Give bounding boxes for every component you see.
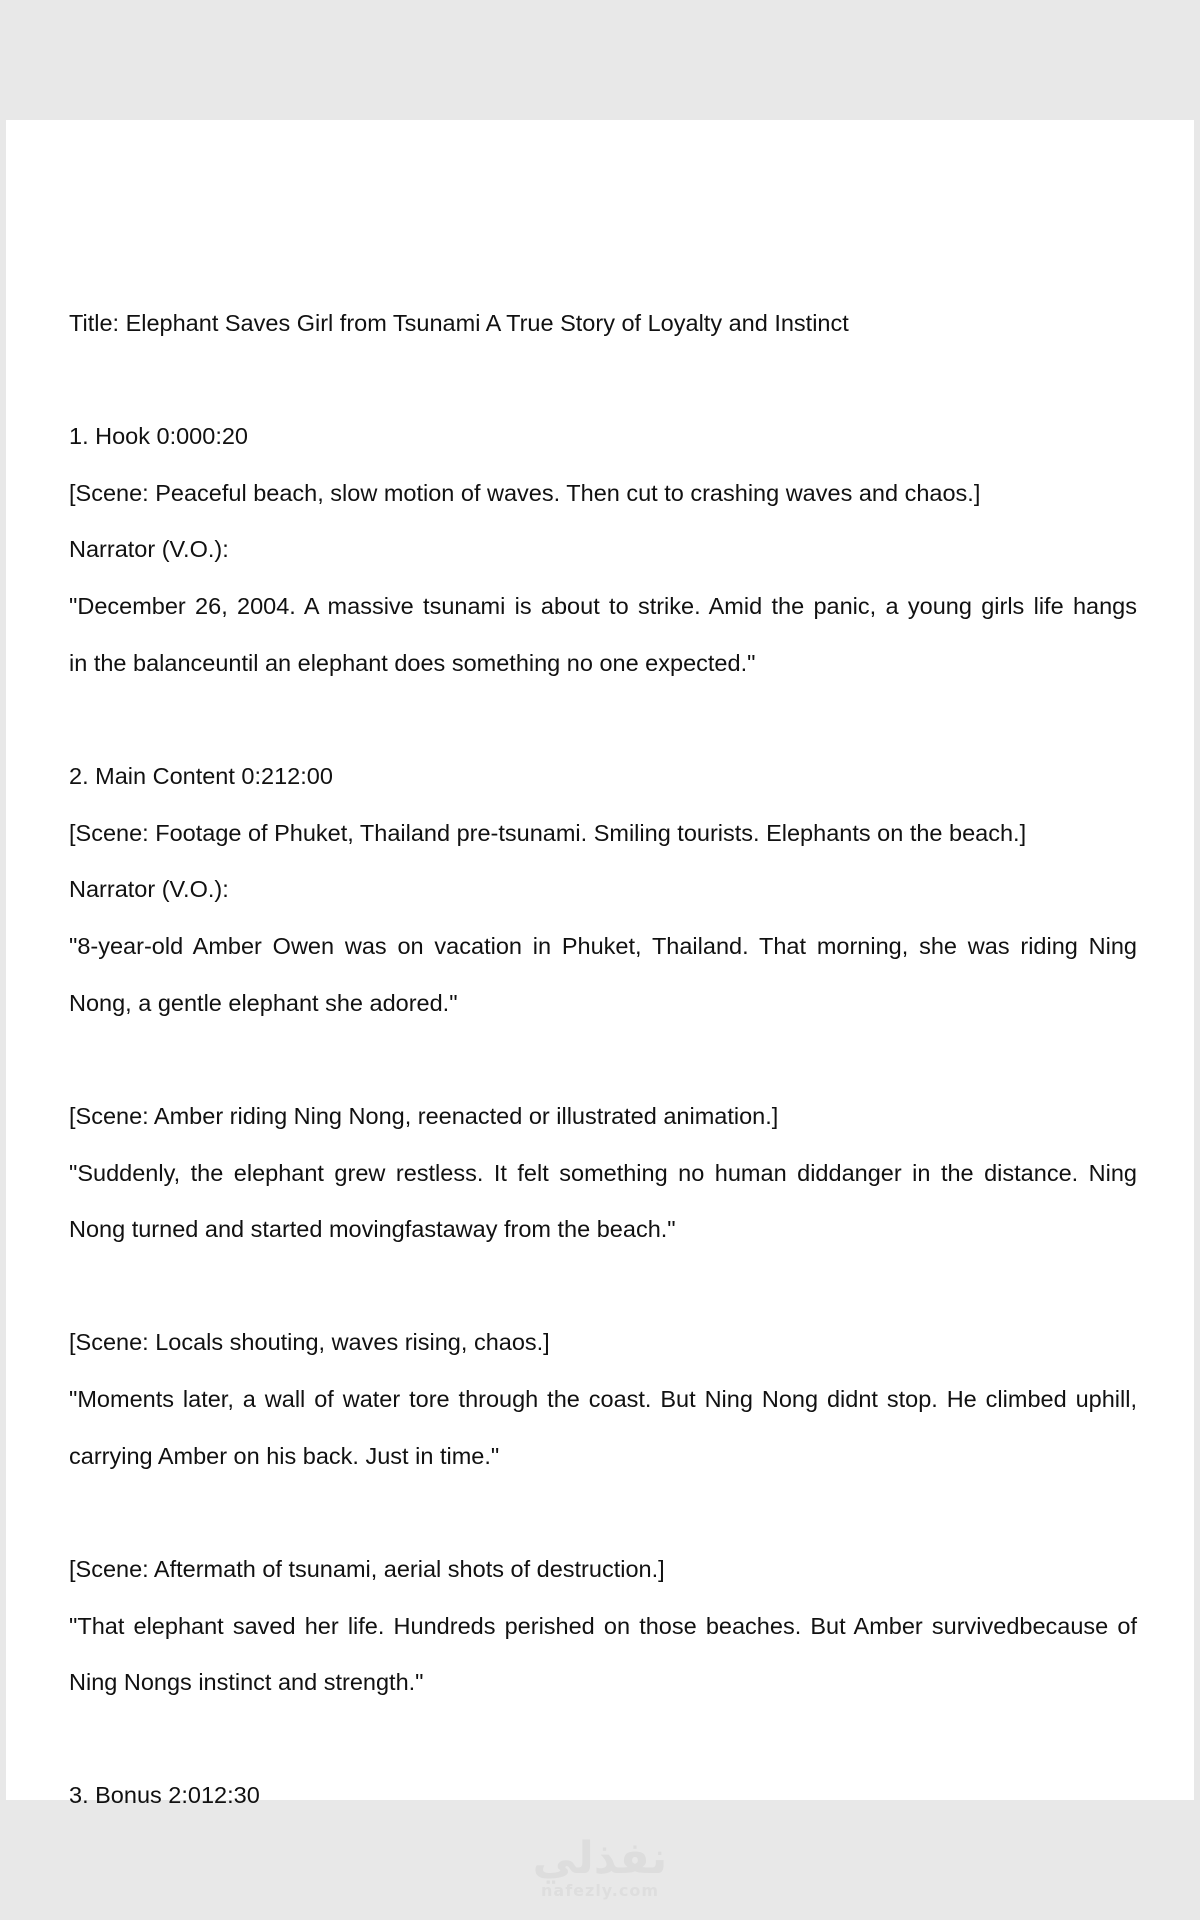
scene-direction: [Scene: Locals shouting, waves rising, chaos.] [69,1329,550,1355]
watermark-logo [0,1833,1200,1900]
narration-line: Nong, a gentle elephant she adored." [69,990,458,1016]
narrator-label: Narrator (V.O.): [69,876,229,902]
narration-line: "Moments later, a wall of water tore through the coast. But Ning Nong didnt stop. He climbed uphill, [69,1386,1137,1412]
narration-line: "December 26, 2004. A massive tsunami is about to strike. Amid the panic, a young girls life hangs [69,593,1137,619]
watermark-site-text: nafezly.com [541,1881,659,1900]
narration-line: Nong turned and started movingfastaway from the beach." [69,1216,676,1242]
watermark-logo-text: نفذلي [532,1833,668,1884]
scene-direction: [Scene: Amber riding Ning Nong, reenacted or illustrated animation.] [69,1103,779,1129]
narration-line: "8-year-old Amber Owen was on vacation in Phuket, Thailand. That morning, she was riding Ning [69,933,1137,959]
document-page [6,120,1194,1808]
section-heading-main-content: 2. Main Content 0:212:00 [69,763,333,789]
document-title: Title: Elephant Saves Girl from Tsunami A True Story of Loyalty and Instinct [69,310,849,336]
section-heading-bonus: 3. Bonus 2:012:30 [69,1782,260,1808]
narration-line: "Suddenly, the elephant grew restless. It felt something no human diddanger in the distance. Ning [69,1160,1137,1186]
scene-direction: [Scene: Peaceful beach, slow motion of waves. Then cut to crashing waves and chaos.] [69,480,981,506]
narration-line: "That elephant saved her life. Hundreds perished on those beaches. But Amber survivedbecause of [69,1613,1137,1639]
narration-line: Ning Nongs instinct and strength." [69,1669,424,1695]
narration-line: in the balanceuntil an elephant does something no one expected." [69,650,756,676]
scene-direction: [Scene: Footage of Phuket, Thailand pre-tsunami. Smiling tourists. Elephants on the beach.] [69,820,1027,846]
section-heading-hook: 1. Hook 0:000:20 [69,423,248,449]
scene-direction: [Scene: Aftermath of tsunami, aerial shots of destruction.] [69,1556,665,1582]
narrator-label: Narrator (V.O.): [69,536,229,562]
narration-line: carrying Amber on his back. Just in time." [69,1443,500,1469]
